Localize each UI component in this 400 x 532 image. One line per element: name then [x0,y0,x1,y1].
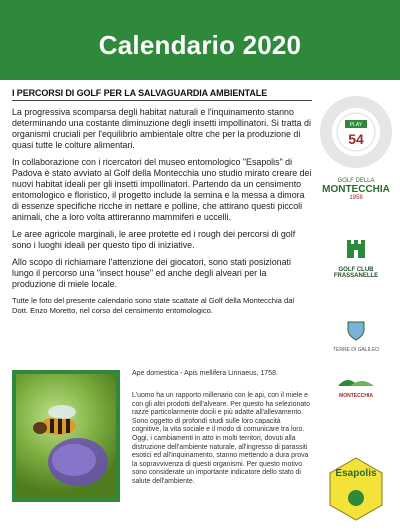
hills-icon [336,372,376,388]
montecchia-line2: MONTECCHIA [322,184,390,195]
section-divider [12,100,312,101]
svg-text:PLAY: PLAY [349,122,363,128]
bee-section [12,362,312,532]
bee-caption: Ape domestica - Apis mellifera Linnaeus, 1758. [132,370,278,377]
paragraph-3: Le aree agricole marginali, le aree protette ed i rough dei percorsi di golf sono i luoghi ideali per questo tipo di iniziative. [12,229,296,250]
svg-text:54: 54 [348,131,364,147]
shield-icon [346,320,366,342]
esapolis-label: Esapolis [335,468,377,479]
monte2-label: MONTECCHIA [339,393,373,399]
ticino-label: TERRE DI GALILEO [332,347,380,353]
main-content [12,88,312,321]
montecchia-logo [312,178,400,228]
hexagon-icon [324,454,388,524]
paragraph-1: La progressiva scomparsa degli habitat naturali e l'inquinamento stanno determinando una costante diminuzione degli insetti impollinatori. Si tratta di organismi cruciali per l'equilibrio ambientale oltre che per la produzione di quasi tutte le colture alimentari. [12,107,311,150]
bee-icon [16,374,116,498]
bee-description: L'uomo ha un rapporto millenario con le api, con il miele e con gli altri prodotti dell'alveare. Per questo ha selezionato razze particolarmente docili e più adatte all'allevamento. Sono oggetto di profondi studi sulle loro capacità cognitive, la vita sociale e il modo di comunicare tra loro. Oggi, i cambiamenti in atto in molti territori, dovuti alla distruzione dell'ambiente naturale, all'ingresso di parassiti esotici ed all'inquinamento, stanno mettendo a dura prova la sopravvivenza di questi organismi. Per questo motivo sono considerate un importante indicatore dello stato di salute dell'ambiente. [132,392,310,485]
calendar-header [0,0,400,80]
section-title: I PERCORSI DI GOLF PER LA SALVAGUARDIA AMBIENTALE [12,88,268,98]
montecchia-year: 1958 [349,195,363,201]
page-title: Calendario 2020 [98,30,302,60]
terre-galileo-logo [312,320,400,360]
bee-photo-frame [12,370,120,502]
sponsor-logos [312,92,400,530]
bee-photo [16,374,116,498]
club-line2: FRASSANELLE [333,273,379,279]
paragraph-4: Allo scopo di richiamare l'attenzione dei giocatori, sono stati posizionati lungo il percorso una "insect house" ed anche degli alveari per la produzione di miele locale. [12,257,291,289]
montecchia-small-logo [312,372,400,410]
paragraph-credits: Tutte le foto del presente calendario sono state scattate al Golf della Montecchia dal Dott. Enzo Moretto, nel corso del censimento entomologico. [12,296,295,315]
venice-ring-icon [312,92,400,172]
club-line1: GOLF CLUB [338,267,374,273]
paragraph-2: In collaborazione con i ricercatori del museo entomologico "Esapolis" di Padova è stato avviato al Golf della Montecchia uno studio mirato creare dei nuovi habitat ideali per gli insetti impollinatori. Partendo da un censimento entomologico e floristico, il progetto include la semina e la messa a dimora di essenze specifiche ricche in nettare e polline, che attirano questi piccoli animali, che a loro volta attireranno mammiferi e uccelli. [12,157,312,222]
castle-icon [341,238,371,262]
esapolis-logo [312,454,400,524]
venice-logo [312,92,400,172]
golf-club-logo [312,238,400,288]
montecchia-line1: GOLF DELLA [337,178,375,184]
